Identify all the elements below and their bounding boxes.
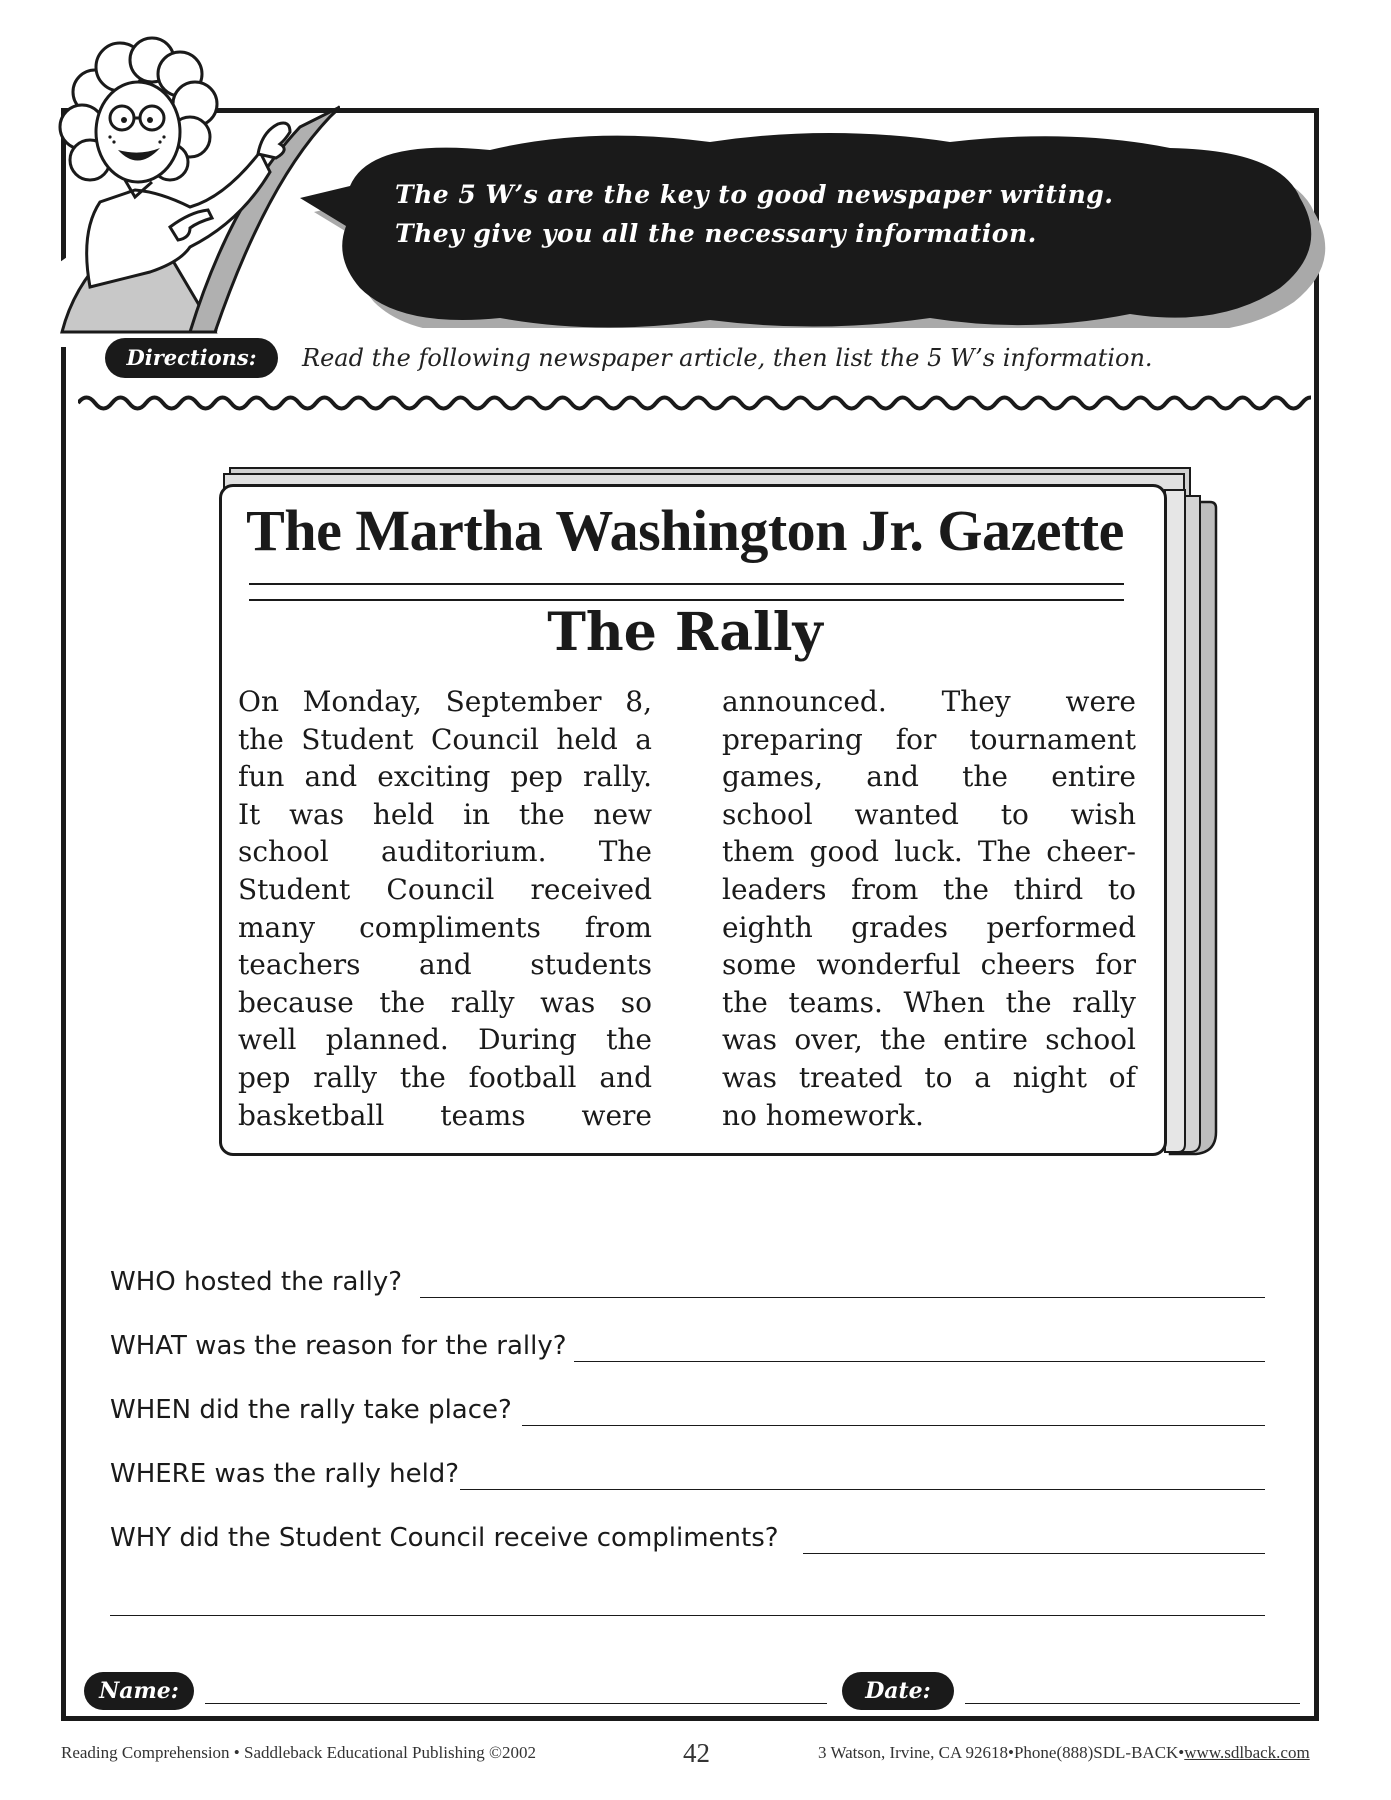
article-line: eighth grades performed bbox=[722, 910, 1136, 944]
date-label: Date: bbox=[842, 1672, 954, 1710]
article-line: the teams. When the rally bbox=[722, 985, 1136, 1019]
speech-bubble-text bbox=[395, 175, 1255, 253]
article-line: many compliments from bbox=[238, 910, 652, 944]
footer-publisher: Reading Comprehension • Saddleback Educational Publishing ©2002 bbox=[61, 1743, 536, 1762]
article-line: Student Council received bbox=[238, 872, 652, 906]
article-line: them good luck. The cheer- bbox=[722, 835, 1136, 869]
name-label: Name: bbox=[84, 1672, 194, 1710]
masthead-rule bbox=[249, 599, 1124, 601]
answer-what-line[interactable] bbox=[574, 1361, 1265, 1362]
question-what: WHAT was the reason for the rally? bbox=[110, 1331, 567, 1361]
speech-bubble-line: The 5 W’s are the key to good newspaper writing. bbox=[395, 180, 1114, 209]
article-column-left bbox=[238, 683, 652, 1134]
article-line: announced. They were bbox=[722, 685, 1136, 718]
question-why: WHY did the Student Council receive compliments? bbox=[110, 1523, 779, 1553]
article-column-right bbox=[722, 683, 1136, 1134]
article-line: was treated to a night of bbox=[722, 1060, 1136, 1094]
answer-why-line[interactable] bbox=[803, 1553, 1265, 1554]
directions-label: Directions: bbox=[105, 338, 278, 378]
article-line: On Monday, September 8, bbox=[238, 685, 652, 718]
publisher-website-link[interactable]: www.sdlback.com bbox=[1184, 1743, 1310, 1762]
article-line: leaders from the third to bbox=[722, 872, 1136, 906]
name-input-line[interactable] bbox=[205, 1703, 827, 1704]
article-headline: The Rally bbox=[547, 602, 823, 663]
question-who: WHO hosted the rally? bbox=[110, 1267, 403, 1297]
footer-address bbox=[818, 1743, 1310, 1763]
article-line: the Student Council held a bbox=[238, 722, 652, 756]
masthead-rule bbox=[249, 583, 1124, 585]
answer-why-line-2[interactable] bbox=[110, 1615, 1265, 1616]
article-line: well planned. During the bbox=[238, 1023, 652, 1057]
newspaper-masthead: The Martha Washington Jr. Gazette bbox=[246, 498, 1124, 563]
article-line: no homework. bbox=[722, 1098, 924, 1132]
article-line: was over, the entire school bbox=[722, 1023, 1136, 1057]
article-line: basketball teams were bbox=[238, 1098, 652, 1132]
article-line: games, and the entire bbox=[722, 760, 1136, 794]
page-number: 42 bbox=[683, 1738, 710, 1768]
article-line: some wonderful cheers for bbox=[722, 948, 1136, 982]
wavy-divider bbox=[78, 388, 1311, 418]
answer-where-line[interactable] bbox=[460, 1489, 1265, 1490]
answer-when-line[interactable] bbox=[522, 1425, 1265, 1426]
article-line: because the rally was so bbox=[238, 985, 652, 1019]
article-line: school wanted to wish bbox=[722, 797, 1136, 831]
directions-text: Read the following newspaper article, then list the 5 W’s information. bbox=[302, 344, 1153, 372]
article-line: fun and exciting pep rally. bbox=[238, 760, 652, 794]
article-line: pep rally the football and bbox=[238, 1060, 652, 1094]
footer-address-text: 3 Watson, Irvine, CA 92618•Phone(888)SDL-BACK• bbox=[818, 1743, 1185, 1762]
article-line: It was held in the new bbox=[238, 797, 652, 831]
answer-who-line[interactable] bbox=[420, 1297, 1265, 1298]
question-when: WHEN did the rally take place? bbox=[110, 1395, 512, 1425]
article-line: preparing for tournament bbox=[722, 722, 1136, 756]
speech-bubble-line: They give you all the necessary information. bbox=[395, 219, 1037, 248]
article-line: school auditorium. The bbox=[238, 835, 652, 869]
article-line: teachers and students bbox=[238, 948, 652, 982]
question-where: WHERE was the rally held? bbox=[110, 1459, 460, 1489]
date-input-line[interactable] bbox=[965, 1703, 1300, 1704]
